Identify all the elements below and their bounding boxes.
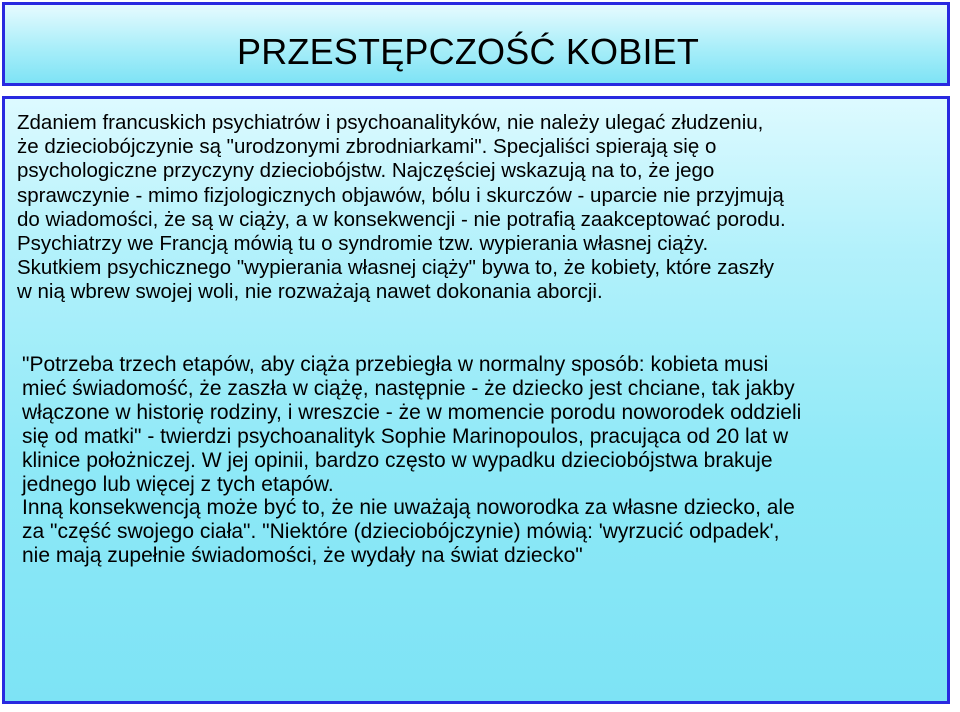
- text-line: do wiadomości, że są w ciąży, a w konsekwencji - nie potrafią zaakceptować porodu.: [17, 207, 786, 231]
- text-line: klinice położniczej. W jej opinii, bardzo często w wypadku dzieciobójstwa brakuje: [22, 448, 773, 472]
- text-line: mieć świadomość, że zaszła w ciążę, następnie - że dziecko jest chciane, tak jakby: [22, 376, 795, 400]
- text-line: Psychiatrzy we Francją mówią tu o syndromie tzw. wypierania własnej ciąży.: [17, 232, 709, 256]
- text-line: Zdaniem francuskich psychiatrów i psychoanalityków, nie należy ulegać złudzeniu,: [17, 111, 764, 134]
- text-line: Skutkiem psychicznego "wypierania własnej ciąży" bywa to, że kobiety, które zaszły: [17, 256, 775, 280]
- text-line: za "część swojego ciała". "Niektóre (dzieciobójczynie) mówią: 'wyrzucić odpadek',: [22, 520, 780, 544]
- slide-title: PRZESTĘPCZOŚĆ KOBIET: [237, 31, 700, 72]
- text-line: że dzieciobójczynie są "urodzonymi zbrodniarkami". Specjaliści spierają się o: [17, 135, 717, 159]
- text-line: nie mają zupełnie świadomości, że wydały na świat dziecko": [22, 544, 583, 568]
- text-line: "Potrzeba trzech etapów, aby ciąża przebiegła w normalny sposób: kobieta musi: [22, 353, 769, 376]
- content-box: [2, 96, 950, 704]
- text-line: jednego lub więcej z tych etapów.: [22, 472, 334, 496]
- text-line: psychologiczne przyczyny dzieciobójstw. Najczęściej wskazują na to, że jego: [17, 159, 715, 183]
- text-line: włączone w historię rodziny, i wreszcie - że w momencie porodu noworodek oddzieli: [22, 400, 802, 424]
- text-line: Inną konsekwencją może być to, że nie uważają noworodka za własne dziecko, ale: [22, 496, 795, 520]
- text-line: sprawczynie - mimo fizjologicznych objawów, bólu i skurczów - uparcie nie przyjmują: [17, 183, 784, 207]
- paragraph-psychiatrists: [17, 111, 786, 305]
- text-line: się od matki" - twierdzi psychoanalityk Sophie Marinopoulos, pracująca od 20 lat w: [22, 424, 789, 448]
- text-line: w nią wbrew swojej woli, nie rozważają nawet dokonania aborcji.: [17, 280, 603, 304]
- title-box: [2, 2, 950, 86]
- paragraph-quote: [22, 353, 801, 568]
